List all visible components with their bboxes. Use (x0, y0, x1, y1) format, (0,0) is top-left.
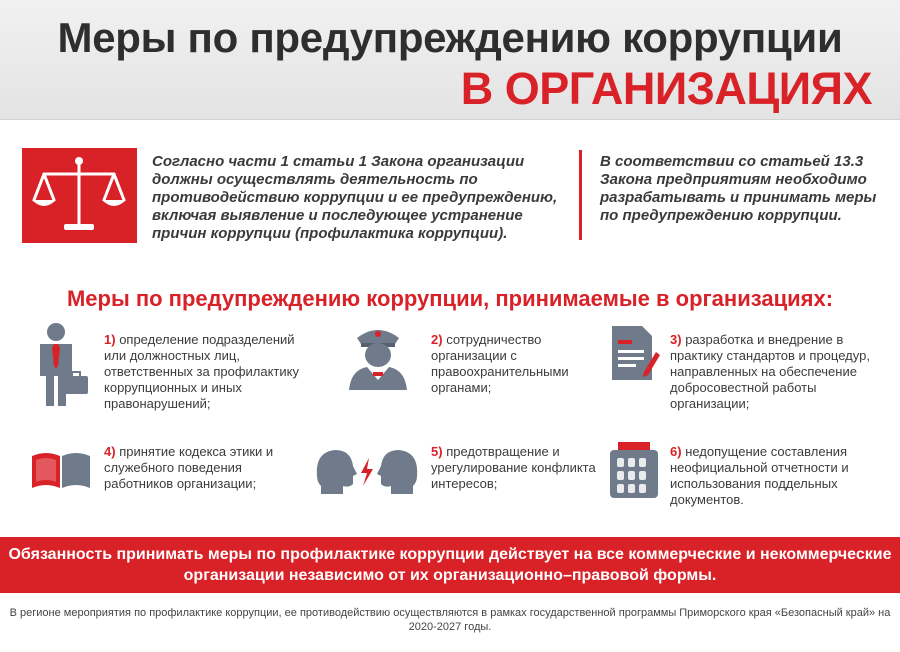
police-officer-icon (345, 322, 411, 397)
measure-item-6 (608, 440, 893, 520)
businessman-icon (30, 322, 90, 415)
measure-item-4 (30, 440, 310, 520)
obligation-banner: Обязанность принимать меры по профилактике коррупции действует на все коммерческие и некоммерческие организации независимо от их организационно–правовой формы. (0, 537, 900, 593)
measure-text-6: 6) недопущение составления неофициальной отчетности и использования поддельных документов. (670, 444, 849, 507)
scales-icon (22, 148, 137, 243)
page-title: Меры по предупреждению коррупции (57, 14, 843, 61)
measure-num-4: 4) (104, 444, 116, 459)
measure-num-2: 2) (431, 332, 443, 347)
measure-text-1: 1) определение подразделений или должностных лиц, ответственных за профилактику коррупционных и иных правонарушений; (104, 332, 299, 411)
measure-num-5: 5) (431, 444, 443, 459)
measure-text-2: 2) сотрудничество организации с правоохранительными органами; (431, 332, 569, 395)
measure-text-4: 4) принятие кодекса этики и служебного поведения работников организации; (104, 444, 274, 491)
open-book-icon (30, 450, 92, 495)
measure-num-3: 3) (670, 332, 682, 347)
measure-item-2 (345, 322, 595, 412)
shredder-icon (608, 440, 660, 507)
document-pen-icon (608, 322, 660, 391)
measure-num-6: 6) (670, 444, 682, 459)
measure-text-3: 3) разработка и внедрение в практику стандартов и процедур, направленных на обеспечение добросовестной работы организации; (670, 332, 870, 411)
measure-text-5: 5) предотвращение и урегулирование конфликта интересов; (431, 444, 596, 491)
intro-divider (579, 150, 582, 240)
intro-left-text: Согласно части 1 статьи 1 Закона организации должны осуществлять деятельность по противодействию коррупции и ее предупреждению, включая выявление и последующее устранение причин коррупции (профилактика коррупции). (152, 153, 558, 242)
measure-item-5 (315, 440, 595, 520)
measure-item-3 (608, 322, 893, 412)
measure-item-1 (30, 322, 310, 412)
header (0, 0, 900, 120)
intro-right-text: В соответствии со статьей 13.3 Закона предприятиям необходимо разрабатывать и принимать меры по предупреждению коррупции. (600, 153, 877, 224)
measure-num-1: 1) (104, 332, 116, 347)
section-title: Меры по предупреждению коррупции, принимаемые в организациях: (66, 286, 834, 311)
conflict-heads-icon (315, 446, 419, 501)
page-subtitle: В ОРГАНИЗАЦИЯХ (460, 63, 872, 114)
footer-note: В регионе мероприятия по профилактике коррупции, ее противодействию осуществляются в рамках государственной программы Приморского края «Безопасный край» на 2020-2027 годы. (9, 607, 891, 633)
